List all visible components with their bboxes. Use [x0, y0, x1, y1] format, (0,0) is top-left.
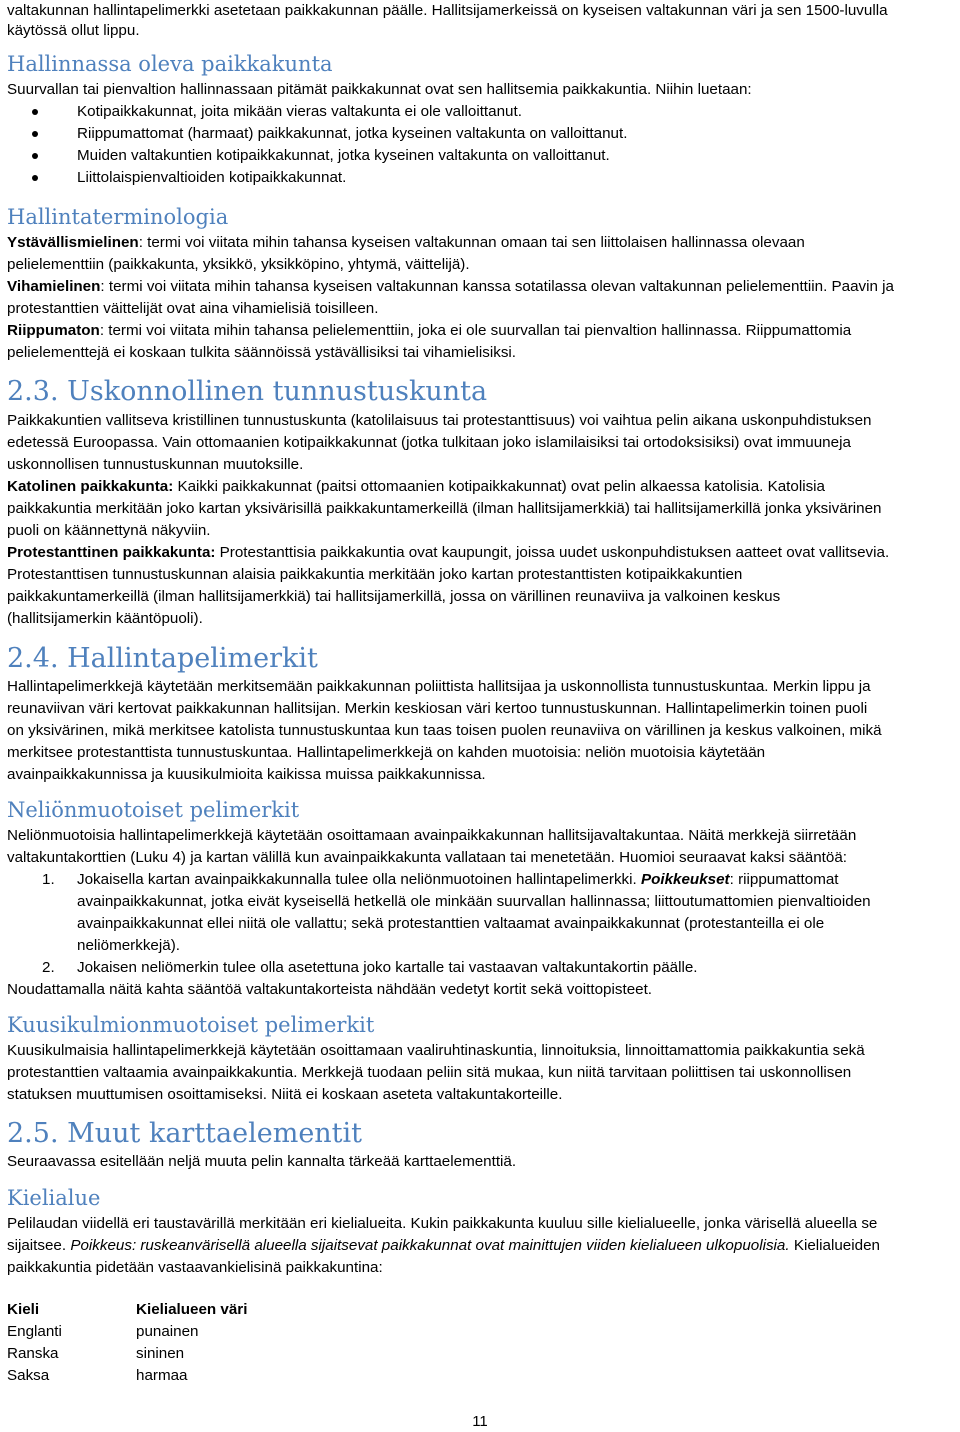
nelio-item-1-line-3: avainpaikkakunnat ellei niitä ole vallattu; sekä protestanttien valtaamat avainpaikkakunnat (protestanteilla ei ole [77, 915, 825, 932]
heading-2-5: 2.5. Muut karttaelementit [7, 1118, 363, 1149]
table-cell-color: punainen [136, 1323, 199, 1340]
prot-line-4: (hallitsijamerkin kääntöpuoli). [7, 610, 203, 627]
nelio-line: Neliönmuotoisia hallintapelimerkkejä käytetään osoittamaan avainpaikkakunnan hallitsijavaltakuntaa. Näitä merkkejä siirretään [7, 827, 857, 844]
s24-line: avainpaikkakunnissa ja kuusikulmioita kaikissa muissa paikkakunnissa. [7, 766, 486, 783]
page-number: 11 [472, 1413, 488, 1430]
nelio-item-2: Jokaisen neliömerkin tulee olla asetettuna joko kartalle tai vastaavan valtakuntakortin päälle. [77, 959, 698, 976]
nelio-item-1-line-1: Jokaisella kartan avainpaikkakunnalla tulee olla neliönmuotoinen hallintapelimerkki. Poikkeukset: riippumattomat [77, 871, 839, 888]
table-cell-lang: Ranska [7, 1345, 59, 1362]
prot-line-1: Protestanttinen paikkakunta: Protestanttisia paikkakuntia ovat kaupungit, joissa uudet uskonpuhdistuksen aatteet ovat vallitsevia. [7, 544, 890, 561]
kuusi-line: statuksen muuttumisen osoittamiseksi. Niitä ei koskaan aseteta valtakuntakorteille. [7, 1086, 563, 1103]
katolinen-line-3: puoli on käännettynä näkyviin. [7, 522, 211, 539]
top-line-1: valtakunnan hallintapelimerkki asetetaan paikkakunnan päälle. Hallitsijamerkeissä on kyseisen valtakunnan väri ja sen 1500-luvulla [7, 2, 888, 19]
kuusi-line: Kuusikulmaisia hallintapelimerkkejä käytetään osoittamaan vaaliruhtinaskuntia, linnoituksia, linnoittamattomia paikkakuntia sekä [7, 1042, 865, 1059]
ystav-line-1: Ystävällismielinen: termi voi viitata mihin tahansa kyseisen valtakunnan omaan tai sen liittolaisen hallinnassa olevaan [7, 234, 805, 251]
s23-p1-line: edetessä Euroopassa. Vain ottomaanien kotipaikkakunnat (jotka tulkitaan joko islamilaisiksi tai ortodoksisiksi) ovat immuuneja [7, 434, 851, 451]
s24-line: Hallintapelimerkkejä käytetään merkitsemään paikkakunnan poliittista hallitsijaa ja uskonnollista tunnustuskuntaa. Merkin lippu ja [7, 678, 871, 695]
prot-line-2: Protestanttisen tunnustuskunnan alaisia paikkakuntia merkitään joko kartan protestanttisten kotipaikkakuntien [7, 566, 743, 583]
nelio-line: valtakuntakorttien (Luku 4) ja kartan välillä kun avainpaikkakunta vallataan tai menetetään. Huomioi seuraavat kaksi sääntöä: [7, 849, 848, 866]
katolinen-line-2: paikkakuntia merkitään joko kartan yksivärisillä paikkakuntamerkeillä (ilman hallitsijamerkkiä) tai hallitsijamerkillä jonka yksivärinen [7, 500, 882, 517]
nelio-item-1-line-2: avainpaikkakunnat, jotka eivät kyseisellä hetkellä ole minkään suurvallan hallinnassa; liittoutumattomien pienvaltioiden [77, 893, 871, 910]
heading-2-4: 2.4. Hallintapelimerkit [7, 643, 318, 674]
table-cell-lang: Englanti [7, 1323, 62, 1340]
kuusi-line: protestanttien valtaamia avainpaikkakuntia. Merkkejä tuodaan peliin sitä mukaa, kun niitä tarvitaan poliittisen tai uskonnollisen [7, 1064, 852, 1081]
kieli-line-3: paikkakuntia pidetään vastaavankielisinä paikkakuntina: [7, 1259, 383, 1276]
riipp-line-1: Riippumaton: termi voi viitata mihin tahansa pelielementtiin, joka ei ole suurvallan tai pienvaltion hallinnassa. Riippumattomia [7, 322, 852, 339]
ystav-line-2: pelielementtiin (paikkakunta, yksikkö, yksikköpino, yhtymä, väittelijä). [7, 256, 470, 273]
heading-terminologia: Hallintaterminologia [7, 205, 229, 229]
list-number: 1. [42, 871, 55, 888]
heading-nelio: Neliönmuotoiset pelimerkit [7, 798, 300, 822]
nelio-after: Noudattamalla näitä kahta sääntöä valtakuntakorteista nähdään vedetyt kortit sekä voittopisteet. [7, 981, 653, 998]
s24-line: merkitsee protestanttista tunnustuskuntaa. Hallintapelimerkkejä on kahden muotoisia: neliön muotoisia käytetään [7, 744, 766, 761]
katolinen-line-1: Katolinen paikkakunta: Kaikki paikkakunnat (paitsi ottomaanien kotipaikkakunnat) ovat pelin alkaessa katolisia. Katolisia [7, 478, 826, 495]
hallinnassa-intro: Suurvallan tai pienvaltion hallinnassaan pitämät paikkakunnat ovat sen hallitsemia paikkakuntia. Niihin luetaan: [7, 81, 752, 98]
viha-line-1: Vihamielinen: termi voi viitata mihin tahansa kyseisen valtakunnan kanssa sotatilassa olevan valtakunnan pelielementtiin. Paavin ja [7, 278, 894, 295]
table-cell-color: sininen [136, 1345, 185, 1362]
heading-kieli: Kielialue [7, 1186, 101, 1210]
table-cell-lang: Saksa [7, 1367, 50, 1384]
table-cell-color: harmaa [136, 1367, 188, 1384]
list-number: 2. [42, 959, 55, 976]
document-page: valtakunnan hallintapelimerkki asetetaan paikkakunnan päälle. Hallitsijamerkeissä on kyseisen valtakunnan väri ja sen 1500-luvulla käytössä ollut lippu. Hallinnassa oleva paikkakunta Suurvallan tai pienvaltion hallinnassaan pitämät paikkakunnat ovat sen hallitsemia paikkakuntia. Niihin luetaan: Kotipaikkakunnat, joita mikään vieras valtakunta ei ole valloittanut. Riippumattomat (harmaat) paikkakunnat, jotka kyseinen valtakunta on valloittanut. Muiden valtakuntien kotipaikkakunnat, jotka kyseinen valtakunta on valloittanut. Liittolaispienvaltioiden kotipaikkakunnat. Hallintaterminologia Ystävällismielinen: termi voi viitata mihin tahansa kyseisen valtakunnan omaan tai sen liittolaisen hallinnassa olevaan pelielementtiin (paikkakunta, yksikkö, yksikköpino, yhtymä, väittelijä). Vihamielinen: termi voi viitata mihin tahansa kyseisen valtakunnan kanssa sotatilassa olevan valtakunnan pelielementtiin. Paavin ja protestanttien väittelijät ovat aina vihamielisiä toisilleen. Riippumaton: termi voi viitata mihin tahansa pelielementtiin, joka ei ole suurvallan tai pienvaltion hallinnassa. Riippumattomia pelielementtejä ei koskaan tulkita säännöissä ystävällisiksi tai vihamielisiksi. 2.3. Uskonnollinen tunnustuskunta Paikkakuntien vallitseva kristillinen tunnustuskunta (katolilaisuus tai protestanttisuus) voi vaihtua pelin aikana uskonpuhdistuksen edetessä Euroopassa. Vain ottomaanien kotipaikkakunnat (jotka tulkitaan joko islamilaisiksi tai ortodoksisiksi) ovat immuuneja uskonnollisen tunnustuskunnan muutoksille. Katolinen paikkakunta: Kaikki paikkakunnat (paitsi ottomaanien kotipaikkakunnat) ovat pelin alkaessa katolisia. Katolisia paikkakuntia merkitään joko kartan yksivärisillä paikkakuntamerkeillä (ilman hallitsijamerkkiä) tai hallitsijamerkillä jonka yksivärinen puoli on käännettynä näkyviin. Protestanttinen paikkakunta: Protestanttisia paikkakuntia ovat kaupungit, joissa uudet uskonpuhdistuksen aatteet ovat vallitsevia. Protestanttisen tunnustuskunnan alaisia paikkakuntia merkitään joko kartan protestanttisten kotipaikkakuntien paikkakuntamerkeillä (ilman hallitsijamerkkiä) tai hallitsijamerkillä, jossa on värillinen reunaviiva ja valkoinen keskus (hallitsijamerkin kääntöpuoli). 2.4. Hallintapelimerkit Hallintapelimerkkejä käytetään merkitsemään paikkakunnan poliittista hallitsijaa ja uskonnollista tunnustuskuntaa. Merkin lippu ja reunaviivan väri kertovat paikkakunnan hallitsijan. Merkin keskiosan väri kertoo tunnustuskunnan. Hallintapelimerkin toinen puoli on yksivärinen, mikä merkitsee katolista tunnustuskuntaa kun taas toisen puolen reunaviiva on värillinen ja keskus valkoinen, mikä merkitsee protestanttista tunnustuskuntaa. Hallintapelimerkkejä on kahden muotoisia: neliön muotoisia käytetään avainpaikkakunnissa ja kuusikulmioita kaikissa muissa paikkakunnissa. Neliönmuotoiset pelimerkit Neliönmuotoisia hallintapelimerkkejä käytetään osoittamaan avainpaikkakunnan hallitsijavaltakuntaa. Näitä merkkejä siirretään valtakuntakorttien (Luku 4) ja kartan välillä kun avainpaikkakunta vallataan tai menetetään. Huomioi seuraavat kaksi sääntöä: 1. Jokaisella kartan avainpaikkakunnalla tulee olla neliönmuotoinen hallintapelimerkki. Poikkeukset: riippumattomat avainpaikkakunnat, jotka eivät kyseisellä hetkellä ole minkään suurvallan hallinnassa; liittoutumattomien pienvaltioiden avainpaikkakunnat ellei niitä ole vallattu; sekä protestanttien valtaamat avainpaikkakunnat (protestanteilla ei ole neliömerkkejä). 2. Jokaisen neliömerkin tulee olla asetettuna joko kartalle tai vastaavan valtakuntakortin päälle. Noudattamalla näitä kahta sääntöä valtakuntakorteista nähdään vedetyt kortit sekä voittopisteet. Kuusikulmionmuotoiset pelimerkit Kuusikulmaisia hallintapelimerkkejä käytetään osoittamaan vaaliruhtinaskuntia, linnoituksia, linnoittamattomia paikkakuntia sekä protestanttien valtaamia avainpaikkakuntia. Merkkejä tuodaan peliin sitä mukaa, kun niitä tarvitaan poliittisen tai uskonnollisen statuksen muuttumisen osoittamiseksi. Niitä ei koskaan aseteta valtakuntakorteille. 2.5. Muut karttaelementit Seuraavassa esitellään neljä muuta pelin kannalta tärkeää karttaelementtiä. Kielialue Pelilaudan viidellä eri taustavärillä merkitään eri kielialueita. Kukin paikkakunta kuuluu sille kielialueelle, jonka värisellä alueella se sijaitsee. Poikkeus: ruskeanvärisellä alueella sijaitsevat paikkakunnat ovat mainittujen viiden kielialueen ulkopuolisia. Kielialueiden paikkakuntia pidetään vastaavankielisinä paikkakuntina: Kieli Kielialueen väri Englanti punainen Ranska sininen Saksa harmaa 11 [0, 0, 960, 1432]
heading-hallinnassa: Hallinnassa oleva paikkakunta [7, 52, 333, 76]
s25-intro: Seuraavassa esitellään neljä muuta pelin kannalta tärkeää karttaelementtiä. [7, 1153, 517, 1170]
heading-2-3: 2.3. Uskonnollinen tunnustuskunta [7, 376, 488, 407]
table-header-color: Kielialueen väri [136, 1301, 248, 1318]
kieli-line-1: Pelilaudan viidellä eri taustavärillä merkitään eri kielialueita. Kukin paikkakunta kuuluu sille kielialueelle, jonka värisellä alueella se [7, 1215, 878, 1232]
s23-p1-line: uskonnollisen tunnustuskunnan muutoksille. [7, 456, 304, 473]
s24-line: on yksivärinen, mikä merkitsee katolista tunnustuskuntaa kun taas toisen puolen reunaviiva on värillinen ja keskus valkoinen, mikä [7, 722, 882, 739]
heading-kuusi: Kuusikulmionmuotoiset pelimerkit [7, 1013, 375, 1037]
nelio-item-1-line-4: neliömerkkejä). [77, 937, 180, 954]
table-header-lang: Kieli [7, 1301, 40, 1318]
prot-line-3: paikkakuntamerkeillä (ilman hallitsijamerkkiä) tai hallitsijamerkillä, jossa on värillinen reunaviiva ja valkoinen keskus [7, 588, 781, 605]
top-line-2: käytössä ollut lippu. [7, 22, 140, 39]
kieli-line-2: sijaitsee. Poikkeus: ruskeanvärisellä alueella sijaitsevat paikkakunnat ovat mainittujen viiden kielialueen ulkopuolisia. Kielialueiden [7, 1237, 880, 1254]
riipp-line-2: pelielementtejä ei koskaan tulkita säännöissä ystävällisiksi tai vihamielisiksi. [7, 344, 517, 361]
s23-p1-line: Paikkakuntien vallitseva kristillinen tunnustuskunta (katolilaisuus tai protestanttisuus) voi vaihtua pelin aikana uskonpuhdistuksen [7, 412, 872, 429]
s24-line: reunaviivan väri kertovat paikkakunnan hallitsijan. Merkin keskiosan väri kertoo tunnustuskunnan. Hallintapelimerkin toinen puoli [7, 700, 868, 717]
viha-line-2: protestanttien väittelijät ovat aina vihamielisiä toisilleen. [7, 300, 379, 317]
